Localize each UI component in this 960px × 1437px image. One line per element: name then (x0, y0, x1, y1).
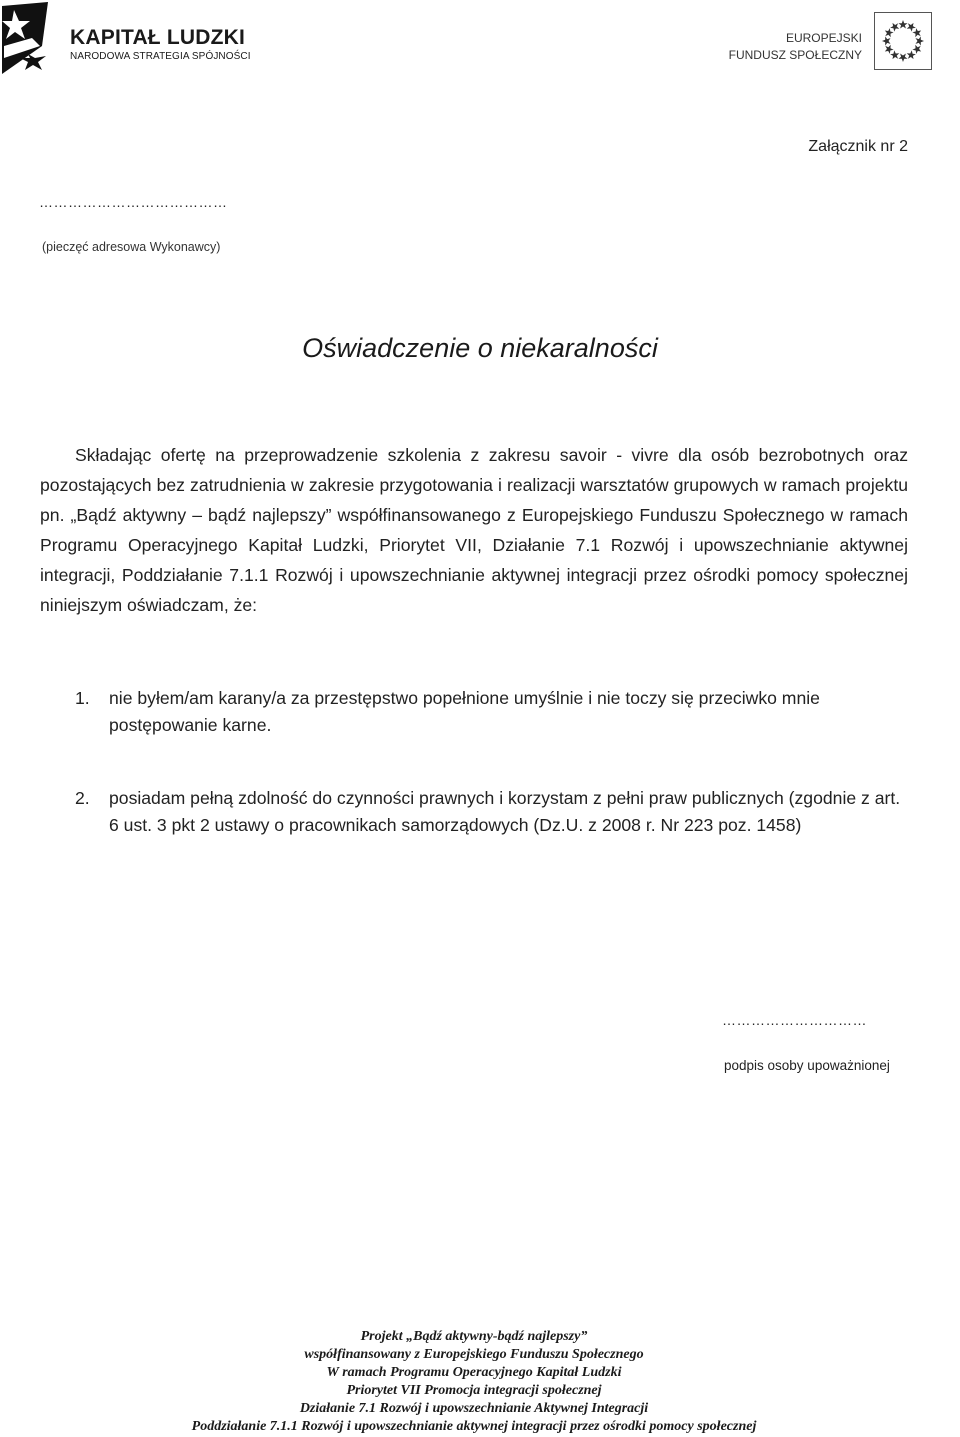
efs-logo (728, 10, 958, 70)
kapital-ludzki-title: KAPITAŁ LUDZKI (70, 26, 246, 49)
signature-label: podpis osoby upoważnionej (724, 1058, 890, 1073)
list-item-text: nie byłem/am karany/a za przestępstwo popełnione umyślnie i nie toczy się przeciwko mnie postępowanie karne. (109, 688, 820, 735)
footer-line: Działanie 7.1 Rozwój i upowszechnianie Aktywnej Integracji (299, 1401, 649, 1416)
kapital-ludzki-subtitle: NARODOWA STRATEGIA SPÓJNOŚCI (70, 51, 251, 62)
attachment-label: Załącznik nr 2 (808, 138, 908, 155)
efs-line-1: EUROPEJSKI (785, 31, 862, 45)
kapital-ludzki-logo (2, 2, 251, 76)
document-title: Oświadczenie o niekaralności (302, 333, 658, 363)
list-item-number: 2. (75, 788, 90, 808)
list-item-number: 1. (75, 688, 90, 708)
footer-line: współfinansowany z Europejskiego Funduszu Społecznego (304, 1347, 644, 1362)
project-footer (0, 1328, 948, 1436)
footer-line: Priorytet VII Promocja integracji społecznej (346, 1383, 602, 1398)
stamp-label: (pieczęć adresowa Wykonawcy) (42, 240, 221, 254)
list-item-text: posiadam pełną zdolność do czynności prawnych i korzystam z pełni praw publicznych (zgodnie z art. 6 ust. 3 pkt 2 ustawy o pracownikach samorządowych (Dz.U. z 2008 r. Nr 223 poz. 1458) (109, 788, 901, 835)
signature-dotted-line: ………………………… (722, 1012, 867, 1028)
efs-line-2: FUNDUSZ SPOŁECZNY (728, 48, 862, 62)
footer-line: Projekt „Bądź aktywny-bądź najlepszy” (360, 1329, 588, 1344)
body-paragraph: Składając ofertę na przeprowadzenie szkolenia z zakresu savoir - vivre dla osób bezrobotnych oraz pozostających bez zatrudnienia w zakresie przygotowania i realizacji warsztatów grupowych w ramach projektu pn. „Bądź aktywny – bądź najlepszy” współfinansowanego z Europejskiego Funduszu Społecznego w ramach Programu Operacyjnego Kapitał Ludzki, Priorytet VII, Działanie 7.1 Rozwój i upowszechnianie aktywnej integracji, Poddziałanie 7.1.1 Rozwój i upowszechnianie aktywnej integracji przez ośrodki pomocy społecznej niniejszym oświadczam, że: (40, 445, 908, 615)
kapital-ludzki-emblem-icon (2, 2, 66, 76)
stamp-dotted-line: ………………………………… (39, 194, 228, 210)
footer-line: Poddziałanie 7.1.1 Rozwój i upowszechnianie aktywnej integracji przez ośrodki pomocy społecznej (191, 1419, 757, 1434)
eu-flag-icon (874, 12, 932, 70)
footer-line: W ramach Programu Operacyjnego Kapitał Ludzki (326, 1365, 622, 1380)
